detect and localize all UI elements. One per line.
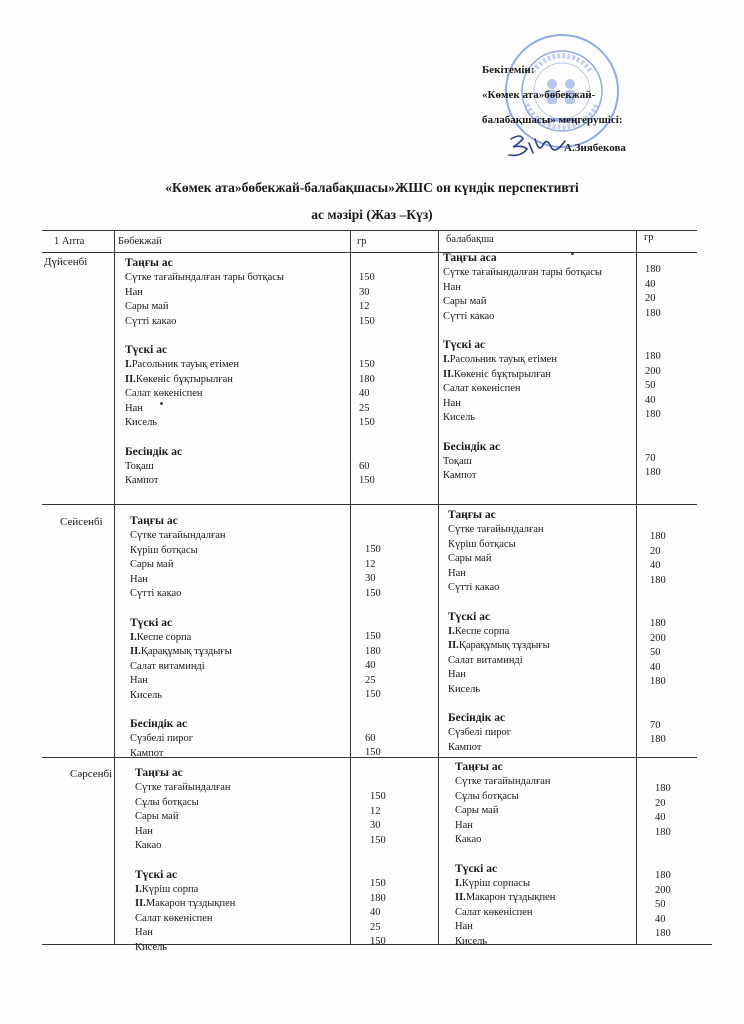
menu-item: Күріш ботқасы: [130, 544, 198, 556]
nursery-grams: [370, 790, 386, 950]
gram-value: 40: [645, 278, 656, 290]
gram-value: 25: [359, 402, 370, 414]
menu-item: Нан: [455, 819, 473, 831]
menu-item: I.Расольник тауық етімен: [125, 359, 239, 370]
menu-item: Нан: [135, 927, 153, 938]
meal-title: Түскі ас: [125, 344, 168, 356]
gram-value: 60: [359, 460, 370, 472]
scan-speck: [160, 402, 163, 405]
nursery-menu: [125, 256, 284, 489]
menu-item: Тоқаш: [125, 460, 154, 472]
gram-value: 150: [370, 791, 386, 802]
gram-value: 180: [370, 892, 386, 904]
menu-item: Сүтті какао: [130, 588, 182, 599]
gram-value: 70: [650, 719, 661, 731]
menu-item: Сүзбелі пирог: [130, 733, 194, 744]
gram-value: 180: [645, 409, 661, 420]
meal-title: Бесіндік ас: [130, 718, 188, 730]
col-divider: [438, 230, 439, 944]
gram-value: 180: [650, 676, 666, 687]
menu-item: Нан: [125, 402, 143, 414]
menu-item: II.Көкеніс бұқтырылған: [125, 373, 233, 385]
gram-value: 20: [655, 797, 666, 809]
day-label: Дүйсенбі: [44, 256, 88, 268]
gram-value: 150: [365, 631, 381, 642]
gram-value: 40: [650, 661, 661, 673]
gram-value: 40: [645, 394, 656, 406]
menu-item: Салат витаминді: [130, 660, 205, 672]
gram-value: 12: [370, 805, 381, 817]
menu-item: Нан: [130, 573, 148, 585]
gram-value: 180: [655, 826, 671, 838]
approval-line-3: балабақшасы» меңгерушісі:: [482, 114, 623, 126]
kindergarten-menu: [448, 508, 550, 755]
gram-value: 20: [650, 545, 661, 557]
menu-item: Кисель: [448, 683, 481, 695]
menu-item: Кампот: [448, 741, 482, 753]
menu-item: Салат көкеніспен: [455, 906, 533, 918]
menu-item: Сары май: [130, 559, 174, 570]
gram-value: 180: [650, 618, 666, 629]
menu-item: Кампот: [125, 475, 159, 486]
menu-item: Сүтті какао: [448, 582, 500, 593]
meal-title: Түскі ас: [443, 339, 486, 351]
gram-value: 200: [655, 884, 671, 896]
kindergarten-menu: [443, 251, 602, 484]
menu-item: Какао: [455, 834, 482, 845]
menu-item: II.Макарон тұздықпен: [135, 898, 236, 909]
menu-item: Сүтке тағайындалған: [130, 530, 226, 541]
menu-item: Кисель: [135, 941, 168, 953]
gram-value: 40: [359, 388, 370, 399]
gram-value: 150: [359, 272, 375, 283]
gram-value: 150: [365, 544, 381, 555]
meal-title: Түскі ас: [455, 862, 498, 875]
meal-title: Бесіндік ас: [443, 440, 501, 453]
row-divider: [42, 504, 697, 505]
menu-item: Сүтке тағайындалған: [448, 524, 544, 535]
menu-item: Сары май: [455, 805, 499, 816]
gram-value: 180: [655, 928, 671, 939]
document-subtitle: ас мәзірі (Жаз –Күз): [311, 207, 433, 222]
menu-item: II.Қарақұмық тұздығы: [130, 646, 232, 657]
meal-title: Түскі ас: [130, 616, 173, 629]
header-week: 1 Апта: [54, 236, 85, 247]
approval-block: [482, 58, 626, 154]
gram-value: 30: [365, 573, 376, 584]
menu-item: Күріш ботқасы: [448, 538, 516, 550]
day-label: Сәрсенбі: [70, 768, 113, 780]
gram-value: 180: [645, 264, 661, 275]
meal-title: Таңғы ас: [135, 767, 183, 779]
menu-item: Сүтке тағайындалған: [135, 782, 231, 793]
signer-name: А.Зиябекова: [564, 142, 626, 154]
menu-item: Нан: [443, 281, 461, 293]
meal-title: Таңғы ас: [125, 257, 173, 269]
header-grams-nursery: гр: [357, 236, 367, 247]
gram-value: 50: [645, 380, 656, 391]
approval-line-2: «Көмек ата»бөбекжай-: [482, 89, 596, 101]
gram-value: 60: [365, 732, 376, 744]
gram-value: 150: [370, 834, 386, 846]
menu-item: II.Макарон тұздықпен: [455, 892, 556, 903]
gram-value: 25: [370, 921, 381, 933]
day-label: Сейсенбі: [60, 516, 103, 528]
meal-title: Таңғы ас: [130, 515, 178, 527]
menu-item: Сүтті какао: [443, 310, 495, 322]
menu-item: Нан: [125, 286, 143, 298]
menu-item: Салат көкеніспен: [443, 383, 521, 394]
menu-item: Сары май: [448, 553, 492, 564]
menu-item: Нан: [135, 825, 153, 837]
gram-value: 50: [650, 647, 661, 658]
gram-value: 12: [359, 301, 370, 312]
menu-item: I.Расольник тауық етімен: [443, 354, 557, 365]
menu-item: I.Күріш сорпа: [135, 883, 199, 895]
gram-value: 30: [359, 286, 370, 298]
menu-item: Кампот: [443, 470, 477, 481]
meal-title: Таңғы ас: [448, 509, 496, 521]
menu-item: Сүтке тағайындалған: [455, 776, 551, 787]
gram-value: 25: [365, 674, 376, 686]
menu-item: I.Кеспе сорпа: [130, 631, 192, 643]
gram-value: 150: [365, 747, 381, 758]
gram-value: 12: [365, 558, 376, 570]
menu-item: Сүтке тағайындалған тары ботқасы: [125, 272, 284, 283]
document-title: «Көмек ата»бөбекжай-балабақшасы»ЖШС он күндік перспективті: [165, 180, 579, 195]
menu-item: Сүтті какао: [125, 315, 177, 327]
handwritten-signature: [503, 129, 573, 163]
meal-title: Түскі ас: [448, 610, 491, 623]
gram-value: 50: [655, 899, 666, 910]
meal-title: Бесіндік ас: [448, 712, 506, 724]
menu-item: Нан: [130, 675, 148, 686]
menu-item: Какао: [135, 840, 162, 851]
header-grams-kindergarten: гр: [644, 232, 654, 243]
gram-value: 40: [655, 812, 666, 823]
gram-value: 180: [655, 783, 671, 794]
meal-title: Түскі ас: [135, 868, 178, 881]
menu-item: Салат көкеніспен: [125, 388, 203, 399]
header-nursery: Бөбекжай: [118, 236, 162, 247]
gram-value: 180: [365, 645, 381, 657]
gram-value: 150: [359, 417, 375, 428]
gram-value: 200: [650, 632, 666, 644]
menu-item: Кисель: [130, 689, 163, 701]
menu-item: Кисель: [125, 417, 158, 428]
gram-value: 180: [650, 531, 666, 542]
kindergarten-grams: [650, 530, 666, 748]
menu-item: II.Қарақұмық тұздығы: [448, 640, 550, 651]
gram-value: 40: [370, 907, 381, 918]
gram-value: 180: [650, 734, 666, 745]
gram-value: 180: [359, 373, 375, 385]
gram-value: 40: [655, 913, 666, 925]
menu-item: Сүзбелі пирог: [448, 727, 512, 738]
menu-item: Тоқаш: [443, 455, 472, 467]
meal-title: Таңғы аса: [443, 252, 497, 264]
menu-item: Кисель: [443, 412, 476, 423]
menu-item: Салат көкеніспен: [135, 912, 213, 924]
menu-item: Сары май: [443, 296, 487, 307]
menu-item: Кампот: [130, 747, 164, 759]
table-top-border: [42, 230, 697, 231]
gram-value: 180: [645, 351, 661, 362]
gram-value: 200: [645, 365, 661, 377]
kindergarten-grams: [655, 782, 671, 942]
meal-title: Бесіндік ас: [125, 445, 183, 458]
menu-item: II.Көкеніс бұқтырылған: [443, 368, 551, 380]
gram-value: 180: [645, 467, 661, 478]
menu-item: I.Кеспе сорпа: [448, 625, 510, 637]
nursery-grams: [359, 271, 375, 489]
menu-item: Нан: [443, 397, 461, 409]
gram-value: 30: [370, 820, 381, 831]
gram-value: 150: [370, 936, 386, 947]
menu-item: Сұлы ботқасы: [135, 796, 199, 808]
meal-title: Таңғы ас: [455, 761, 503, 773]
gram-value: 150: [359, 359, 375, 370]
menu-item: Нан: [448, 669, 466, 680]
gram-value: 150: [365, 587, 381, 599]
gram-value: 150: [359, 315, 375, 327]
nursery-grams: [365, 543, 381, 761]
col-divider: [636, 230, 637, 944]
menu-item: Сары май: [125, 301, 169, 312]
gram-value: 150: [359, 475, 375, 486]
approval-line-1: Бекітемін:: [482, 64, 535, 76]
menu-item: I.Күріш сорпасы: [455, 877, 531, 889]
gram-value: 180: [645, 307, 661, 319]
menu-item: Нан: [455, 921, 473, 932]
scan-speck: [571, 252, 574, 255]
kindergarten-menu: [455, 760, 555, 949]
gram-value: 40: [650, 560, 661, 571]
menu-item: Кисель: [455, 935, 488, 947]
menu-item: Нан: [448, 567, 466, 579]
gram-value: 180: [650, 574, 666, 586]
menu-item: Сұлы ботқасы: [455, 790, 519, 802]
gram-value: 180: [655, 870, 671, 881]
gram-value: 20: [645, 293, 656, 304]
kindergarten-grams: [645, 263, 661, 481]
col-divider: [350, 230, 351, 944]
menu-item: Салат витаминді: [448, 654, 523, 666]
nursery-menu: [130, 514, 232, 761]
gram-value: 150: [370, 878, 386, 889]
menu-item: Сары май: [135, 811, 179, 822]
col-divider: [114, 230, 115, 944]
gram-value: 150: [365, 689, 381, 700]
menu-item: Сүтке тағайындалған тары ботқасы: [443, 267, 602, 278]
gram-value: 40: [365, 660, 376, 671]
nursery-menu: [135, 766, 235, 955]
header-kindergarten: балабақша: [446, 234, 494, 245]
gram-value: 70: [645, 452, 656, 464]
